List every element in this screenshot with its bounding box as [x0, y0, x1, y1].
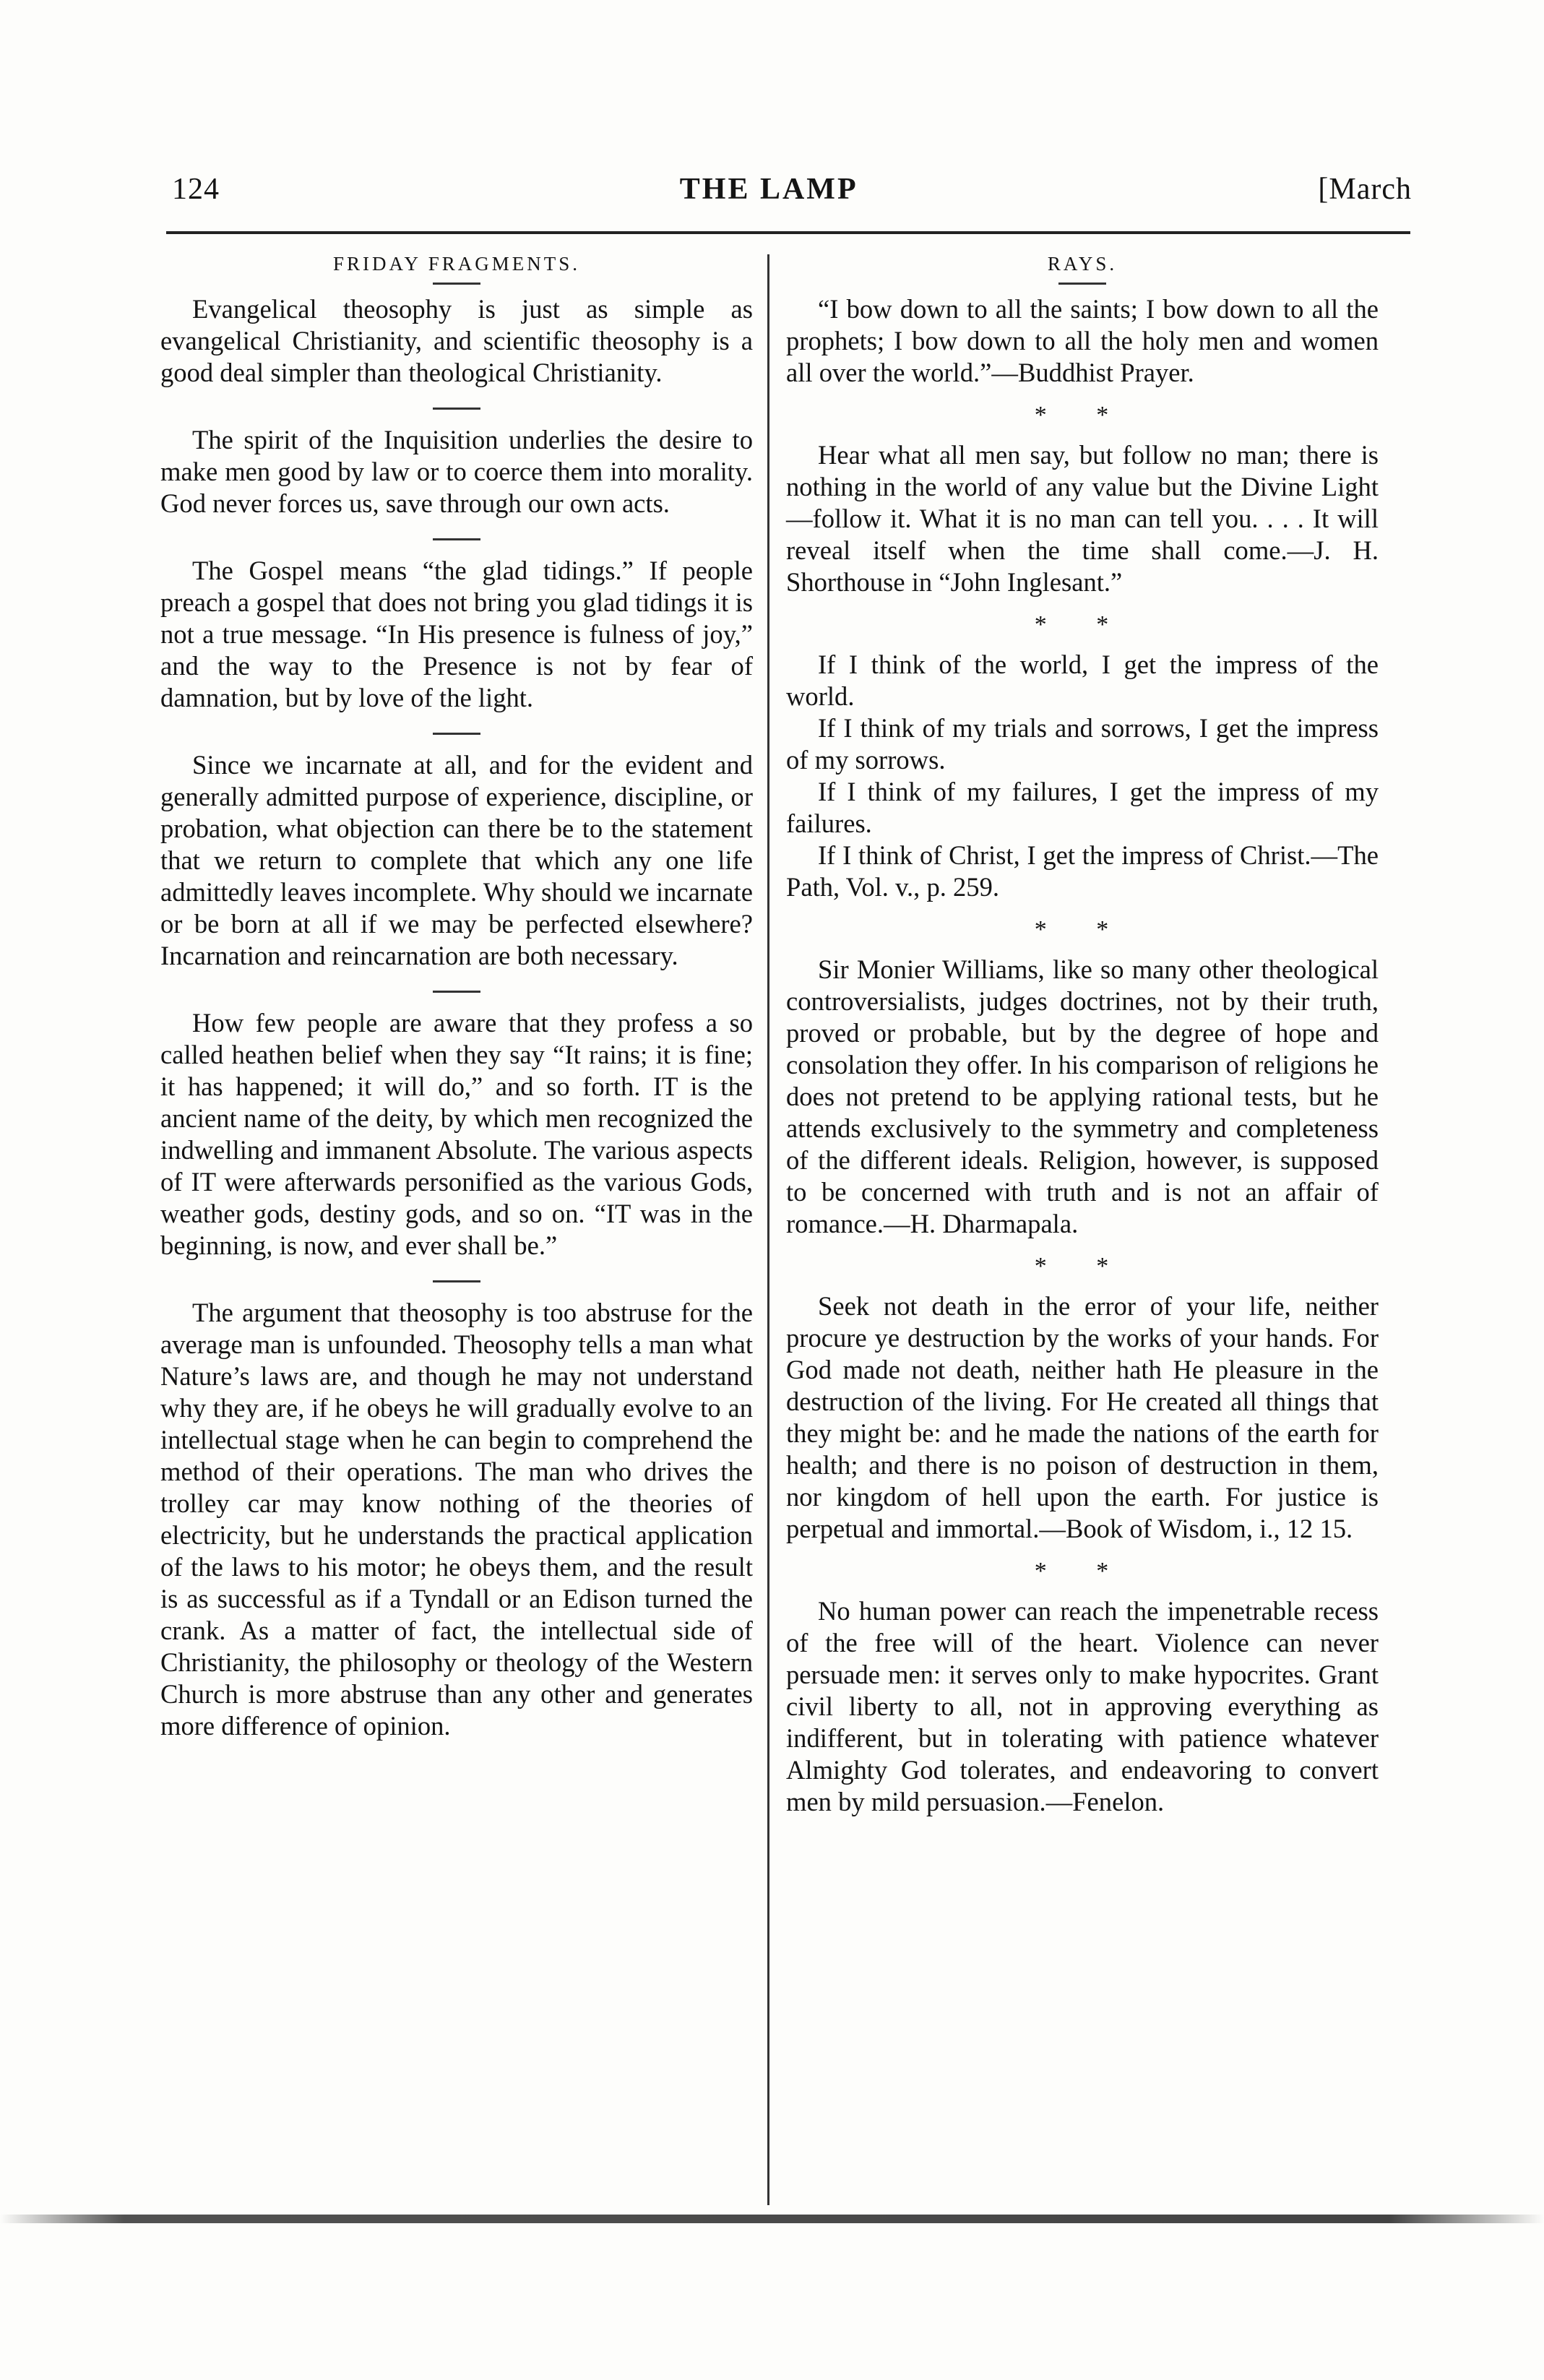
running-header — [172, 172, 1412, 215]
quote: If I think of my trials and sorrows, I get the impress of my sorrows. — [786, 713, 1379, 775]
left-column-title: FRIDAY FRAGMENTS. — [332, 253, 581, 275]
bottom-rule — [0, 2215, 1544, 2223]
separator-rule — [433, 1280, 480, 1282]
quote: If I think of Christ, I get the impress of Christ.—The Path, Vol. v., p. 259. — [786, 840, 1379, 902]
title-rule — [433, 283, 480, 285]
separator-rule — [433, 538, 480, 540]
header-rule — [166, 231, 1410, 234]
quote: Seek not death in the error of your life, neither procure ye destruction by the works of your hands. For God made not death, neither hath He pleasure in the destruction of the living. For He created all things that they might be: and he made the nations of the earth for health; and there is no poison of destruction in them, nor kingdom of hell upon the earth. For justice is perpetual and immortal.—Book of Wisdom, i., 12 15. — [786, 1291, 1379, 1543]
quote: No human power can reach the impenetrable recess of the free will of the heart. Violence can never persuade men: it serves only to make hypocrites. Grant civil liberty to all, not in approving everything as indifferent, but in tolerating with patience whatever Almighty God tolerates, and endeavoring to convert men by mild persuasion.—Fenelon. — [786, 1596, 1379, 1816]
paragraph: Since we incarnate at all, and for the evident and generally admitted purpose of experience, discipline, or probation, what objection can there be to the statement that we return to complete that which any one life admittedly leaves incomplete. Why should we incarnate or be born at all if we may be perfected elsewhere? Incarnation and reincarnation are both necessary. — [160, 750, 753, 970]
right-column — [786, 249, 1379, 1818]
separator-rule — [433, 991, 480, 993]
stars-divider: * * — [1034, 1558, 1131, 1584]
paragraph: Evangelical theosophy is just as simple as evangelical Christianity, and scientific theosophy is a good deal simpler than theological Christianity. — [160, 294, 753, 387]
quote: Sir Monier Williams, like so many other theological controversialists, judges doctrines, not by their truth, proved or probable, but by the degree of hope and consolation they offer. In his comparison of religions he does not pretend to be applying rational tests, but he attends exclusively to the symmetry and completeness of the different ideals. Religion, however, is supposed to be concerned with truth and is not an affair of romance.—H. Dharmapala. — [786, 954, 1379, 1238]
separator-rule — [433, 733, 480, 735]
right-column-title: RAYS. — [1047, 253, 1118, 275]
stars-divider: * * — [1034, 611, 1131, 638]
left-column — [160, 249, 753, 1742]
stars-divider: * * — [1034, 402, 1131, 428]
paragraph: The spirit of the Inquisition underlies the desire to make men good by law or to coerce them into morality. God never forces us, save through our own acts. — [160, 425, 753, 518]
stars-divider: * * — [1034, 1253, 1131, 1280]
paragraph: The Gospel means “the glad tidings.” If people preach a gospel that does not bring you glad tidings it is not a true message. “In His presence is fulness of joy,” and the way to the Presence is not by fear of damnation, but by love of the light. — [160, 556, 753, 712]
stars-divider: * * — [1034, 916, 1131, 943]
issue-month: [March — [1318, 173, 1412, 206]
quote: If I think of my failures, I get the impress of my failures. — [786, 777, 1379, 838]
separator-rule — [433, 408, 480, 410]
journal-title: THE LAMP — [679, 173, 858, 206]
paragraph: How few people are aware that they profess a so called heathen belief when they say “It rains; it is fine; it has happened; it will do,” and so forth. IT is the ancient name of the deity, by which men recognized the indwelling and immanent Absolute. The various aspects of IT were afterwards personified as the various Gods, weather gods, destiny gods, and so on. “IT was in the beginning, is now, and ever shall be.” — [160, 1008, 753, 1260]
paragraph: The argument that theosophy is too abstruse for the average man is unfounded. Theosophy tells a man what Nature’s laws are, and though he may not understand why they are, if he obeys he will gradually evolve to an intellectual stage when he can begin to comprehend the method of their operations. The man who drives the trolley car may know nothing of the theories of electricity, but he understands the practical application of the laws to his motor; he obeys them, and the result is as successful as if a Tyndall or an Edison turned the crank. As a matter of fact, the intellectual side of Christianity, the philosophy or theology of the Western Church is more abstruse than any other and generates more difference of opinion. — [160, 1298, 753, 1741]
column-divider — [767, 254, 769, 2205]
page-number: 124 — [172, 173, 220, 206]
title-rule — [1058, 283, 1106, 285]
quote: If I think of the world, I get the impress of the world. — [786, 650, 1379, 711]
quote: “I bow down to all the saints; I bow down to all the prophets; I bow down to all the holy men and women all over the world.”—Buddhist Prayer. — [786, 294, 1379, 387]
quote: Hear what all men say, but follow no man; there is nothing in the world of any value but the Divine Light—follow it. What it is no man can tell you. . . . It will reveal itself when the time shall come.—J. H. Shorthouse in “John Inglesant.” — [786, 440, 1379, 597]
